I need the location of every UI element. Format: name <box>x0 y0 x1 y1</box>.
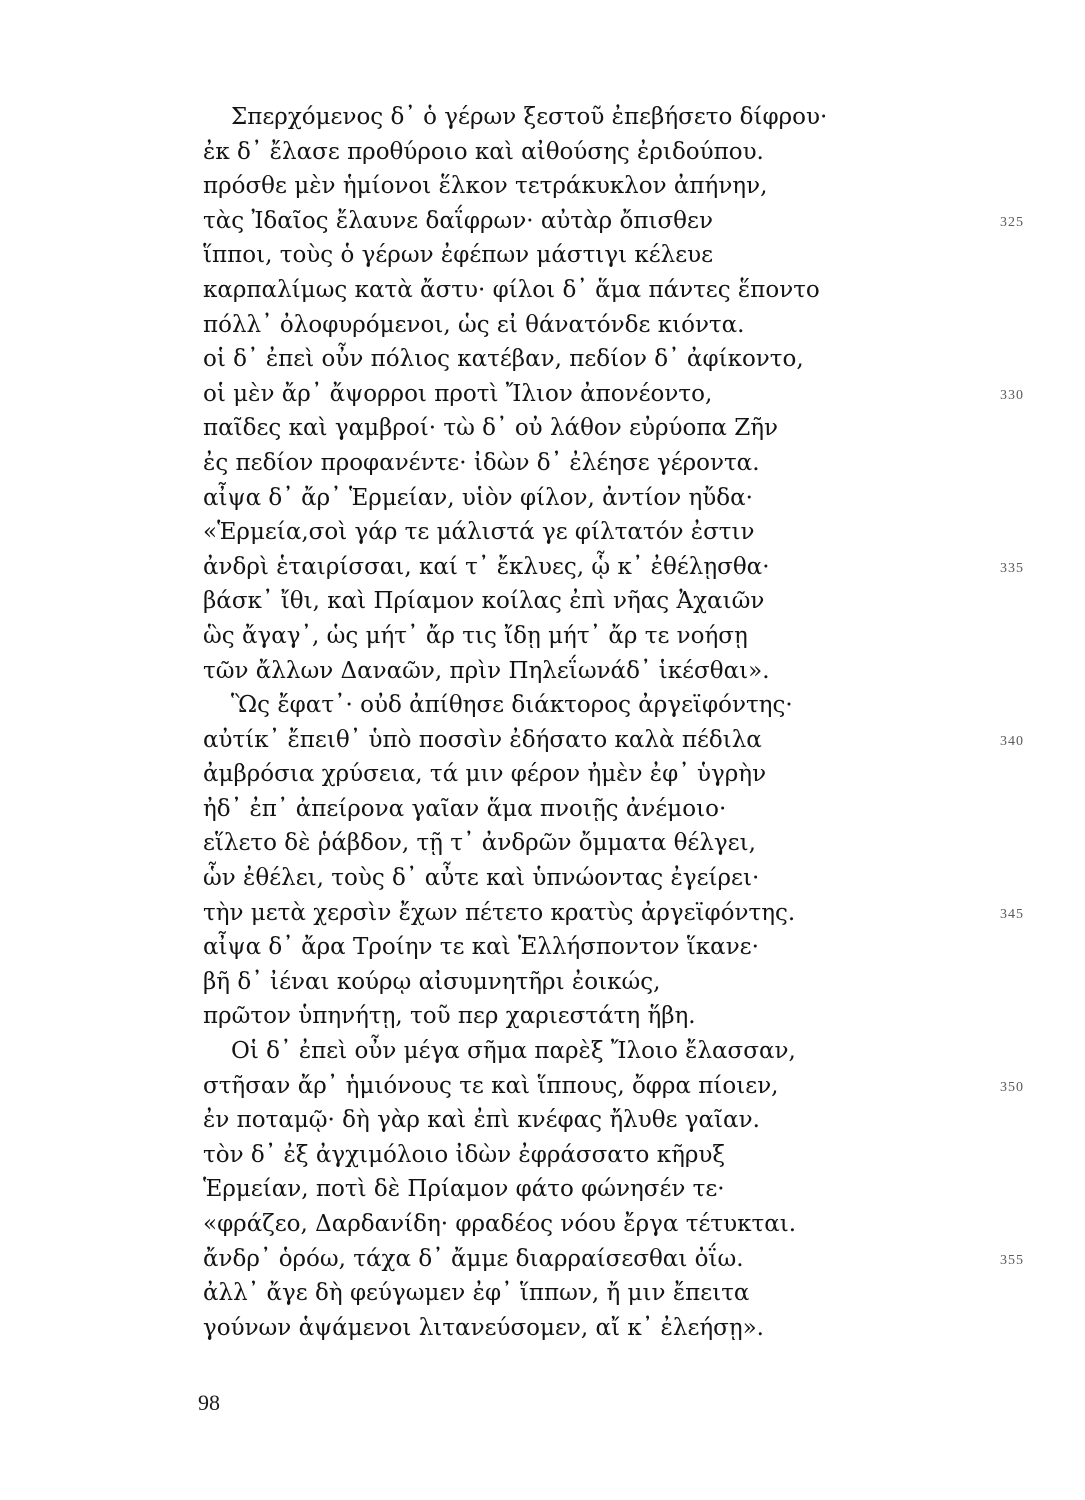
verse-text: Ἑρμείαν, ποτὶ δὲ Πρίαμον φάτο φώνησέν τε· <box>203 1176 725 1203</box>
verse-line <box>203 238 1003 273</box>
verse-line <box>203 550 1024 585</box>
verse-text: καρπαλίμως κατὰ ἄστυ· φίλοι δ᾽ ἅμα πάντες ἕποντο <box>203 276 820 303</box>
verse-line <box>203 377 1024 412</box>
verse-line <box>203 135 1003 170</box>
verse-text: οἱ μὲν ἄρ᾽ ἄψορροι προτὶ Ἴλιον ἀπονέοντο, <box>203 380 713 407</box>
verse-line <box>203 1311 1003 1346</box>
verse-line <box>203 999 1003 1034</box>
verse-text: τὴν μετὰ χερσὶν ἔχων πέτετο κρατὺς ἀργεϊφόντης. <box>203 899 796 926</box>
verse-text: παῖδες καὶ γαμβροί· τὼ δ᾽ οὐ λάθον εὐρύοπα Ζῆν <box>203 415 779 442</box>
verse-line <box>203 1103 1003 1138</box>
verse-text: ἵπποι, τοὺς ὁ γέρων ἐφέπων μάστιγι κέλευε <box>203 242 714 269</box>
verse-line <box>203 411 1003 446</box>
verse-line <box>203 515 1003 550</box>
verse-text: τὸν δ᾽ ἐξ ἀγχιμόλοιο ἰδὼν ἐφράσσατο κῆρυξ <box>203 1141 726 1168</box>
verse-line <box>203 723 1024 758</box>
line-number: 335 <box>1000 560 1024 576</box>
verse-text: ἀνδρὶ ἑταιρίσσαι, καί τ᾽ ἔκλυες, ᾧ κ᾽ ἐθέλῃσθα· <box>203 553 770 580</box>
verse-text: Ὣς ἔφατ᾽· οὐδ ἀπίθησε διάκτορος ἀργεϊφόντης· <box>231 692 793 719</box>
verse-line <box>203 654 1003 689</box>
verse-line <box>203 826 1003 861</box>
verse-text: «φράζεο, Δαρδανίδη· φραδέος νόου ἔργα τέτυκται. <box>203 1211 797 1237</box>
verse-text: βάσκ᾽ ἴθι, καὶ Πρίαμον κοίλας ἐπὶ νῆας Ἀχαιῶν <box>203 588 765 615</box>
verse-line <box>203 965 1003 1000</box>
line-number: 350 <box>1000 1079 1024 1095</box>
verse-text: ἠδ᾽ ἐπ᾽ ἀπείρονα γαῖαν ἅμα πνοιῇς ἀνέμοιο· <box>203 795 727 822</box>
verse-line <box>203 169 1003 204</box>
verse-text: οἱ δ᾽ ἐπεὶ οὖν πόλιος κατέβαν, πεδίον δ᾽ ἀφίκοντο, <box>203 346 804 373</box>
line-number: 325 <box>1000 214 1024 230</box>
verse-line <box>203 204 1024 239</box>
verse-line <box>203 584 1003 619</box>
verse-line <box>203 930 1003 965</box>
verse-text: ἀμβρόσια χρύσεια, τά μιν φέρον ἠμὲν ἐφ᾽ ὑγρὴν <box>203 761 767 788</box>
verse-text: αὐτίκ᾽ ἔπειθ᾽ ὑπὸ ποσσὶν ἐδήσατο καλὰ πέδιλα <box>203 726 762 753</box>
verse-text: εἵλετο δὲ ῥάβδον, τῇ τ᾽ ἀνδρῶν ὄμματα θέλγει, <box>203 830 756 857</box>
verse-line <box>203 481 1003 516</box>
verse-line <box>203 1276 1003 1311</box>
verse-text: ὧν ἐθέλει, τοὺς δ᾽ αὖτε καὶ ὑπνώοντας ἐγείρει· <box>203 865 760 892</box>
verse-line <box>203 896 1024 931</box>
verse-line <box>203 1034 1003 1069</box>
verse-line <box>203 1138 1003 1173</box>
verse-line <box>203 688 1003 723</box>
line-number: 345 <box>1000 906 1024 922</box>
verse-line <box>203 1207 1003 1242</box>
verse-line <box>203 342 1003 377</box>
verse-text: πρόσθε μὲν ἡμίονοι ἕλκον τετράκυκλον ἀπήνην, <box>203 173 768 200</box>
verse-text: Οἱ δ᾽ ἐπεὶ οὖν μέγα σῆμα παρὲξ Ἴλοιο ἔλασσαν, <box>231 1038 796 1065</box>
verse-text: ἀλλ᾽ ἄγε δὴ φεύγωμεν ἐφ᾽ ἵππων, ἤ μιν ἔπειτα <box>203 1280 750 1307</box>
verse-text: τὰς Ἰδαῖος ἔλαυνε δαΐφρων· αὐτὰρ ὄπισθεν <box>203 207 713 234</box>
verse-text: πρῶτον ὑπηνήτῃ, τοῦ περ χαριεστάτη ἥβη. <box>203 1003 696 1030</box>
verse-text: αἶψα δ᾽ ἄρ᾽ Ἑρμείαν, υἱὸν φίλον, ἀντίον ηὔδα· <box>203 484 753 511</box>
verse-line <box>203 792 1003 827</box>
verse-text: πόλλ᾽ ὀλοφυρόμενοι, ὡς εἰ θάνατόνδε κιόντα. <box>203 311 745 338</box>
verse-line <box>203 861 1003 896</box>
verse-line <box>203 446 1003 481</box>
line-number: 330 <box>1000 387 1024 403</box>
verse-text: ἐν ποταμῷ· δὴ γὰρ καὶ ἐπὶ κνέφας ἤλυθε γαῖαν. <box>203 1107 760 1134</box>
verse-line <box>203 1242 1024 1277</box>
verse-text: γούνων ἁψάμενοι λιτανεύσομεν, αἴ κ᾽ ἐλεήσῃ». <box>203 1314 764 1341</box>
verse-line <box>203 757 1003 792</box>
verse-text: ἐς πεδίον προφανέντε· ἰδὼν δ᾽ ἐλέησε γέροντα. <box>203 449 760 476</box>
verse-line <box>203 100 1003 135</box>
verse-line <box>203 308 1003 343</box>
verse-block <box>203 100 1024 1345</box>
verse-line <box>203 273 1003 308</box>
page-number: 98 <box>198 1390 220 1415</box>
verse-text: Σπερχόμενος δ᾽ ὁ γέρων ξεστοῦ ἐπεβήσετο δίφρου· <box>231 104 828 130</box>
verse-text: τῶν ἄλλων Δαναῶν, πρὶν Πηλεΐωνάδ᾽ ἱκέσθαι». <box>203 657 770 684</box>
verse-text: «Ἑρμεία,σοὶ γάρ τε μάλιστά γε φίλτατόν ἐστιν <box>203 519 755 546</box>
verse-text: στῆσαν ἄρ᾽ ἡμιόνους τε καὶ ἵππους, ὄφρα πίοιεν, <box>203 1072 779 1099</box>
verse-line <box>203 1172 1003 1207</box>
verse-text: ὣς ἄγαγ᾽, ὡς μήτ᾽ ἄρ τις ἴδῃ μήτ᾽ ἄρ τε νοήσῃ <box>203 622 748 649</box>
verse-line <box>203 619 1003 654</box>
line-number: 340 <box>1000 733 1024 749</box>
verse-text: αἶψα δ᾽ ἄρα Τροίην τε καὶ Ἑλλήσποντον ἵκανε· <box>203 934 759 961</box>
verse-text: ἄνδρ᾽ ὁρόω, τάχα δ᾽ ἄμμε διαρραίσεσθαι ὀΐω. <box>203 1245 744 1272</box>
line-number: 355 <box>1000 1252 1024 1268</box>
verse-line <box>203 1069 1024 1104</box>
verse-text: βῆ δ᾽ ἰέναι κούρῳ αἰσυμνητῆρι ἐοικώς, <box>203 968 661 995</box>
verse-text: ἐκ δ᾽ ἔλασε προθύροιο καὶ αἰθούσης ἐριδούπου. <box>203 138 764 165</box>
